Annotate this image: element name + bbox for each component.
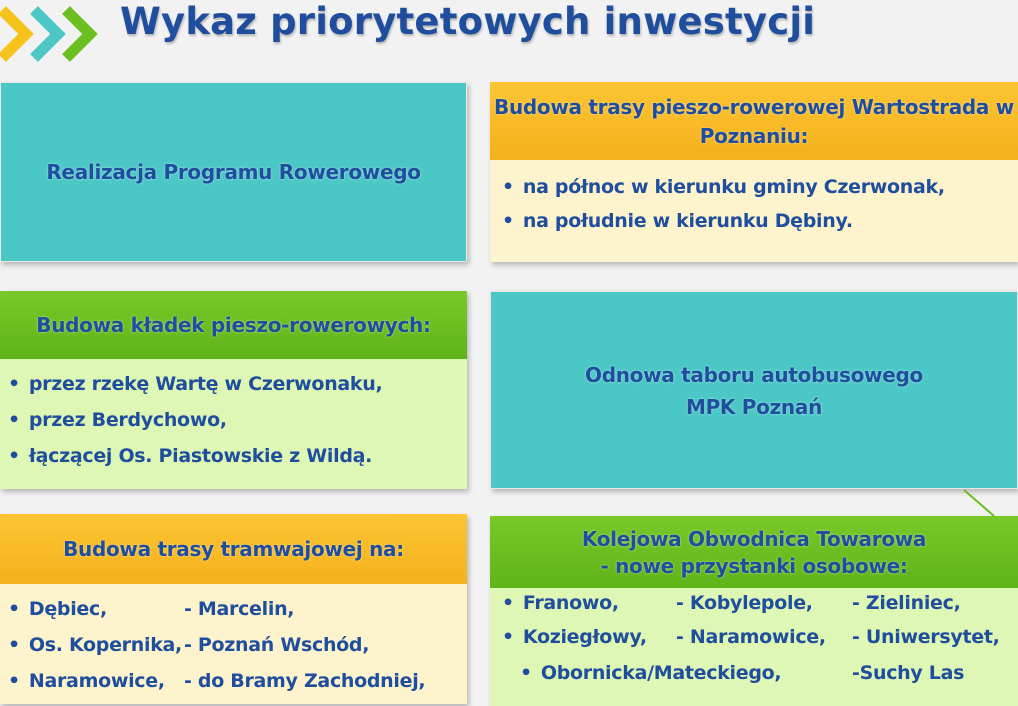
list-item: - Marcelin,: [184, 598, 295, 620]
connector-line: [960, 488, 1000, 518]
box-tramwaj-header: [0, 514, 467, 584]
list-item: - Naramowice,: [676, 626, 826, 648]
box-kladki-header: [0, 291, 467, 359]
list-item: • Franowo,: [502, 592, 619, 614]
list-item: - Kobylepole,: [676, 592, 813, 614]
list-item: • przez Berdychowo,: [8, 409, 227, 431]
list-item: • na południe w kierunku Dębiny.: [502, 210, 853, 232]
box-kladki-header-label: Budowa kładek pieszo-rowerowych:: [36, 313, 431, 337]
box-program-rowerowy: [0, 82, 467, 262]
box-obwodnica: [490, 516, 1018, 706]
box-tramwaj-header-label: Budowa trasy tramwajowej na:: [63, 537, 404, 561]
box-tabor-line1: Odnowa taboru autobusowego: [585, 363, 923, 387]
list-item: • Obornicka/Mateckiego,: [520, 662, 782, 684]
box-tabor-line2: MPK Poznań: [685, 395, 823, 419]
list-item: • Naramowice,: [8, 670, 165, 692]
box-tramwaj: [0, 514, 467, 704]
box-wartostrada-header-line2: Poznaniu:: [699, 123, 809, 148]
list-item: • na północ w kierunku gminy Czerwonak,: [502, 176, 945, 198]
list-item: • Dębiec,: [8, 598, 107, 620]
list-item: - do Bramy Zachodniej,: [184, 670, 426, 692]
list-item: • Koziegłowy,: [502, 626, 647, 648]
chevron-logo-icon: [0, 4, 110, 64]
box-program-rowerowy-label: Realizacja Programu Rowerowego: [46, 160, 421, 184]
list-item: - Uniwersytet,: [852, 626, 1000, 648]
box-obwodnica-body: [490, 588, 1018, 706]
page-title: Wykaz priorytetowych inwestycji: [120, 0, 816, 43]
box-wartostrada: [490, 82, 1018, 262]
box-obwodnica-header-line2: - nowe przystanki osobowe:: [600, 553, 908, 578]
box-obwodnica-header: [490, 516, 1018, 588]
box-kladki-body: [0, 359, 467, 489]
box-wartostrada-body: [490, 160, 1018, 262]
box-wartostrada-header-line1: Budowa trasy pieszo-rowerowej Wartostrada w: [494, 94, 1014, 119]
list-item: • Os. Kopernika,: [8, 634, 182, 656]
list-item: • przez rzekę Wartę w Czerwonaku,: [8, 373, 383, 395]
box-obwodnica-header-line1: Kolejowa Obwodnica Towarowa: [581, 526, 927, 551]
box-wartostrada-header: [490, 82, 1018, 160]
box-kladki: [0, 291, 467, 489]
box-tabor-autobusowy: [490, 291, 1018, 489]
list-item: • łączącej Os. Piastowskie z Wildą.: [8, 445, 373, 467]
list-item: - Zieliniec,: [852, 592, 961, 614]
list-item: - Poznań Wschód,: [184, 634, 370, 656]
list-item: -Suchy Las: [852, 662, 965, 684]
box-tramwaj-body: [0, 584, 467, 704]
